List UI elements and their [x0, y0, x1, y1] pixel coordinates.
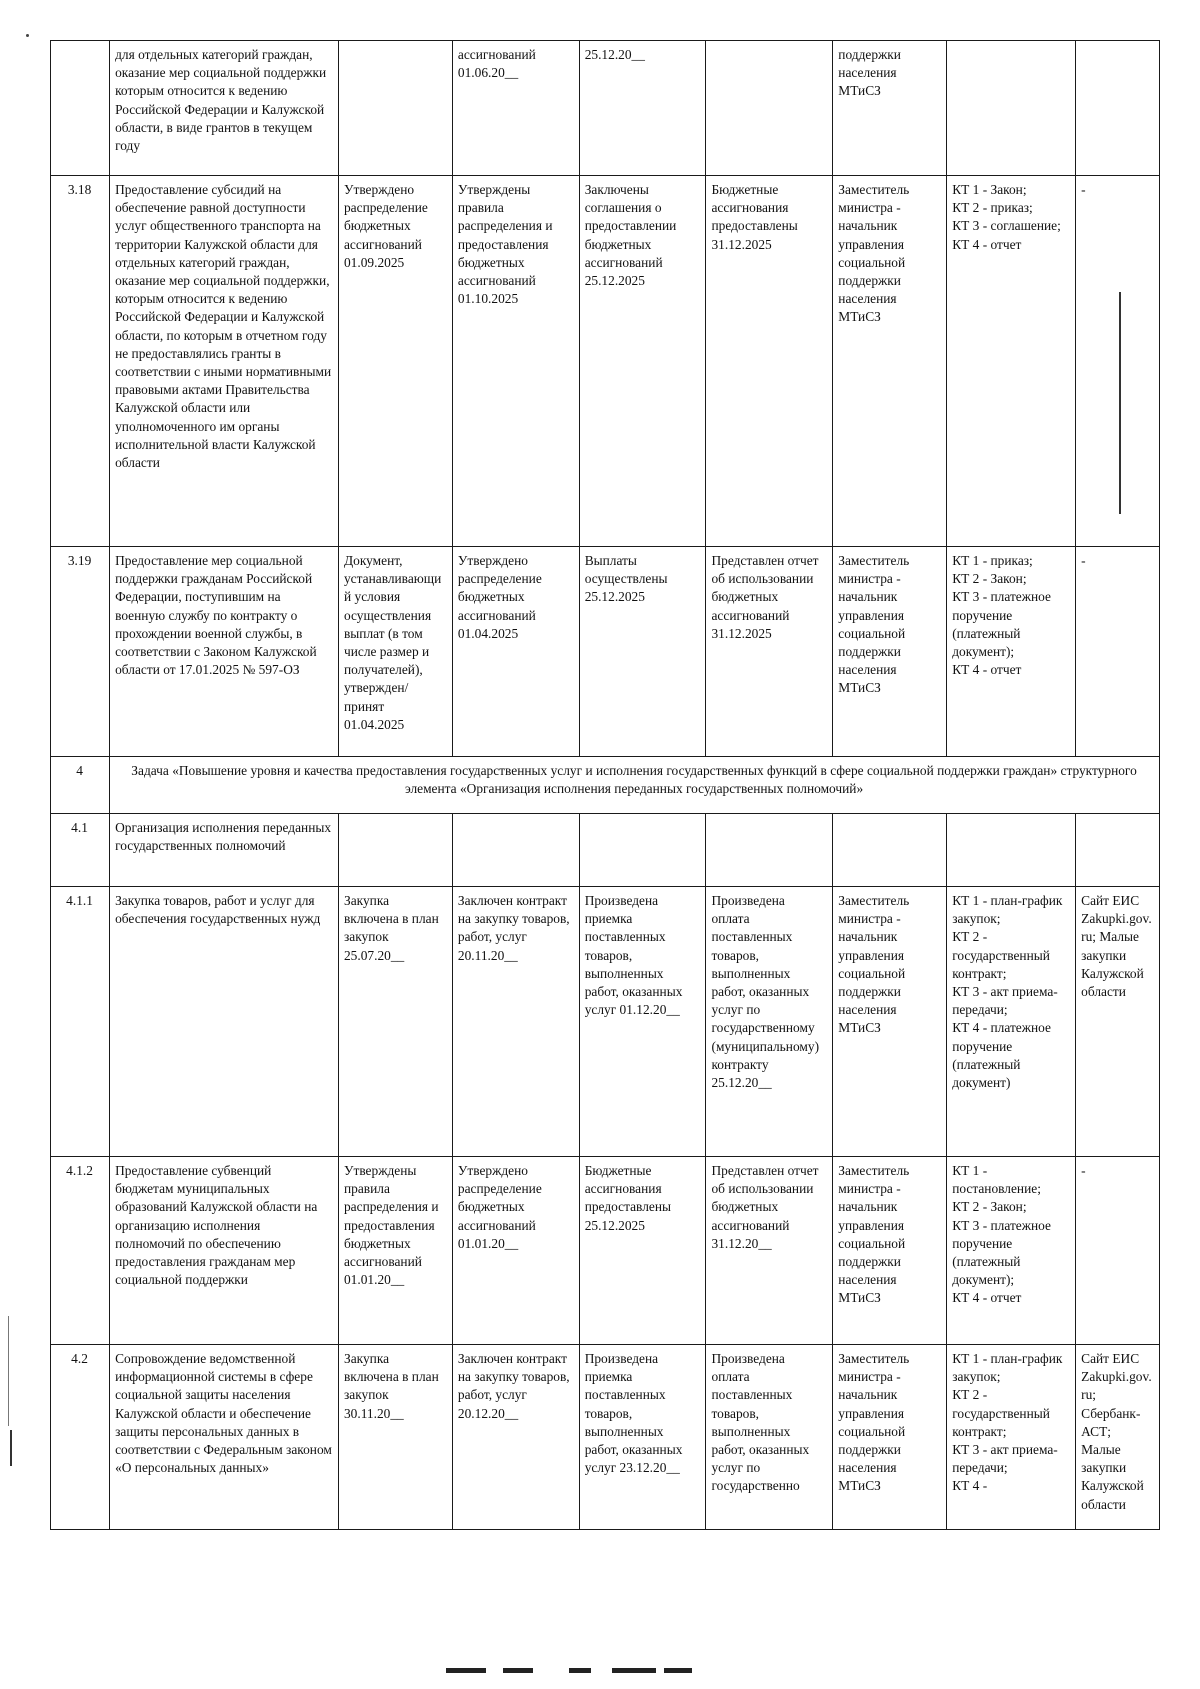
responsible-executor: Заместитель министра - начальник управления социальной поддержки населения МТиСЗ — [833, 547, 947, 757]
control-point-1: Документ, устанавливающий условия осуществления выплат (в том числе размер и получателей), утвержден/принят 01.04.2025 — [338, 547, 452, 757]
control-point-1: Закупка включена в план закупок 30.11.20__ — [338, 1345, 452, 1530]
confirming-documents: КТ 1 - план-график закупок; КТ 2 - государственный контракт; КТ 3 - акт приема-передачи; КТ 4 - — [947, 1345, 1076, 1530]
row-number: 4.1 — [51, 814, 110, 887]
row-number: 4.2 — [51, 1345, 110, 1530]
table-row — [51, 887, 1160, 1157]
table-row — [51, 41, 1160, 176]
information-system: Сайт ЕИС Zakupki.gov.ru; Сбербанк-АСТ; Малые закупки Калужской области — [1076, 1345, 1160, 1530]
event-name: Предоставление субсидий на обеспечение равной доступности услуг общественного транспорта на территории Калужской области для отдельных категорий граждан, оказание мер социальной поддержки, которым относится к ведению Российской Федерации и Калужской области, по которым в отчетном году не предоставлялись гранты в соответствии с иными нормативными правовыми актами Правительства Калужской области или уполномоченного им органы исполнительной власти Калужской области — [110, 176, 339, 547]
responsible-executor: Заместитель министра - начальник управления социальной поддержки населения МТиСЗ — [833, 176, 947, 547]
scan-mark — [1119, 292, 1121, 514]
scan-mark — [10, 1430, 12, 1466]
control-point-4: Произведена оплата поставленных товаров, выполненных работ, оказанных услуг по государственно — [706, 1345, 833, 1530]
control-point-1: Закупка включена в план закупок 25.07.20__ — [338, 887, 452, 1157]
confirming-documents — [947, 41, 1076, 176]
information-system — [1076, 41, 1160, 176]
control-point-2: Утверждены правила распределения и предоставления бюджетных ассигнований 01.10.2025 — [452, 176, 579, 547]
scan-mark — [569, 1668, 591, 1673]
table-row — [51, 1157, 1160, 1345]
control-point-3: Бюджетные ассигнования предоставлены 25.12.2025 — [579, 1157, 706, 1345]
control-point-3: Выплаты осуществлены 25.12.2025 — [579, 547, 706, 757]
row-number: 3.18 — [51, 176, 110, 547]
scan-mark — [664, 1668, 692, 1673]
control-point-1 — [338, 41, 452, 176]
control-point-1 — [338, 814, 452, 887]
control-point-1: Утверждено распределение бюджетных ассигнований 01.09.2025 — [338, 176, 452, 547]
document-page — [50, 40, 1160, 1599]
control-point-3: 25.12.20__ — [579, 41, 706, 176]
responsible-executor: поддержки населения МТиСЗ — [833, 41, 947, 176]
control-point-2: Утверждено распределение бюджетных ассигнований 01.01.20__ — [452, 1157, 579, 1345]
information-system: Сайт ЕИС Zakupki.gov.ru; Малые закупки Калужской области — [1076, 887, 1160, 1157]
control-point-2: Заключен контракт на закупку товаров, работ, услуг 20.12.20__ — [452, 1345, 579, 1530]
responsible-executor — [833, 814, 947, 887]
table-row — [51, 547, 1160, 757]
control-point-4: Представлен отчет об использовании бюджетных ассигнований 31.12.20__ — [706, 1157, 833, 1345]
task-title: Задача «Повышение уровня и качества предоставления государственных услуг и исполнения государственных функций в сфере социальной поддержки граждан» структурного элемента «Организация исполнения переданных государственных полномочий» — [110, 757, 1160, 814]
control-points-table — [50, 40, 1160, 1530]
event-name: Предоставление мер социальной поддержки гражданам Российской Федерации, поступившим на военную службу по контракту о прохождении военной службы, в соответствии с Законом Калужской области от 17.01.2025 № 597-ОЗ — [110, 547, 339, 757]
information-system: - — [1076, 547, 1160, 757]
control-point-4: Представлен отчет об использовании бюджетных ассигнований 31.12.2025 — [706, 547, 833, 757]
scan-mark — [612, 1668, 656, 1673]
event-name: Предоставление субвенций бюджетам муниципальных образований Калужской области на организацию исполнения полномочий по обеспечению предоставления гражданам мер социальной поддержки — [110, 1157, 339, 1345]
control-point-4 — [706, 41, 833, 176]
event-name: для отдельных категорий граждан, оказание мер социальной поддержки которым относится к ведению Российской Федерации и Калужской области, в виде грантов в текущем году — [110, 41, 339, 176]
control-point-2: Заключен контракт на закупку товаров, работ, услуг 20.11.20__ — [452, 887, 579, 1157]
table-row — [51, 176, 1160, 547]
information-system — [1076, 814, 1160, 887]
confirming-documents: КТ 1 - приказ; КТ 2 - Закон; КТ 3 - платежное поручение (платежный документ); КТ 4 - отчет — [947, 547, 1076, 757]
row-number: 4.1.1 — [51, 887, 110, 1157]
responsible-executor: Заместитель министра - начальник управления социальной поддержки населения МТиСЗ — [833, 1345, 947, 1530]
control-point-3 — [579, 814, 706, 887]
control-point-2: ассигнований 01.06.20__ — [452, 41, 579, 176]
control-point-1: Утверждены правила распределения и предоставления бюджетных ассигнований 01.01.20__ — [338, 1157, 452, 1345]
scan-mark — [503, 1668, 533, 1673]
information-system: - — [1076, 1157, 1160, 1345]
event-name: Сопровождение ведомственной информационной системы в сфере социальной защиты населения Калужской области и обеспечение защиты персональных данных в соответствии с Федеральным законом «О персональных данных» — [110, 1345, 339, 1530]
control-point-4 — [706, 814, 833, 887]
control-point-2: Утверждено распределение бюджетных ассигнований 01.04.2025 — [452, 547, 579, 757]
control-point-2 — [452, 814, 579, 887]
scan-speck — [26, 34, 29, 37]
control-point-4: Произведена оплата поставленных товаров, выполненных работ, оказанных услуг по государственному (муниципальному) контракту 25.12.20__ — [706, 887, 833, 1157]
confirming-documents: КТ 1 - Закон; КТ 2 - приказ; КТ 3 - соглашение; КТ 4 - отчет — [947, 176, 1076, 547]
control-point-3: Заключены соглашения о предоставлении бюджетных ассигнований 25.12.2025 — [579, 176, 706, 547]
row-number — [51, 41, 110, 176]
responsible-executor: Заместитель министра - начальник управления социальной поддержки населения МТиСЗ — [833, 887, 947, 1157]
confirming-documents: КТ 1 - постановление; КТ 2 - Закон; КТ 3 - платежное поручение (платежный документ); КТ 4 - отчет — [947, 1157, 1076, 1345]
row-number: 4.1.2 — [51, 1157, 110, 1345]
table-row — [51, 1345, 1160, 1530]
scan-mark — [446, 1668, 486, 1673]
scan-mark — [8, 1316, 9, 1426]
confirming-documents: КТ 1 - план-график закупок; КТ 2 - государственный контракт; КТ 3 - акт приема-передачи; КТ 4 - платежное поручение (платежный документ) — [947, 887, 1076, 1157]
table-row — [51, 814, 1160, 887]
task-row — [51, 757, 1160, 814]
responsible-executor: Заместитель министра - начальник управления социальной поддержки населения МТиСЗ — [833, 1157, 947, 1345]
task-number: 4 — [51, 757, 110, 814]
event-name: Организация исполнения переданных государственных полномочий — [110, 814, 339, 887]
information-system: - — [1076, 176, 1160, 547]
control-point-3: Произведена приемка поставленных товаров, выполненных работ, оказанных услуг 01.12.20__ — [579, 887, 706, 1157]
control-point-3: Произведена приемка поставленных товаров, выполненных работ, оказанных услуг 23.12.20__ — [579, 1345, 706, 1530]
control-point-4: Бюджетные ассигнования предоставлены 31.12.2025 — [706, 176, 833, 547]
confirming-documents — [947, 814, 1076, 887]
row-number: 3.19 — [51, 547, 110, 757]
event-name: Закупка товаров, работ и услуг для обеспечения государственных нужд — [110, 887, 339, 1157]
